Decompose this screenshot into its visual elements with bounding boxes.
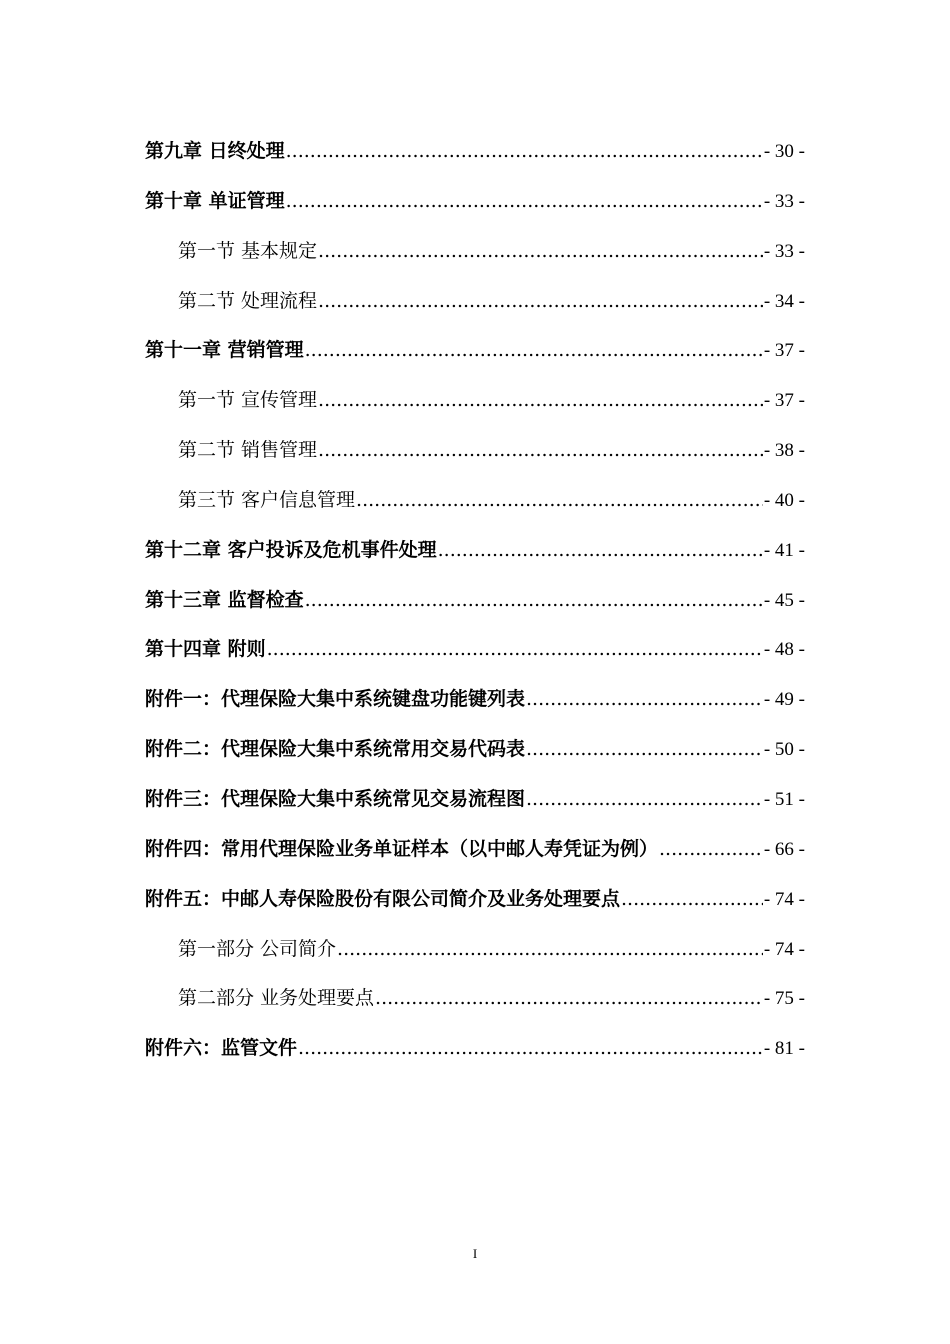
toc-entry[interactable] bbox=[145, 828, 805, 878]
toc-page-number: - 66 - bbox=[763, 838, 805, 860]
dot-leader bbox=[286, 180, 763, 222]
toc-entry[interactable] bbox=[145, 529, 805, 579]
toc-entry[interactable] bbox=[145, 280, 805, 330]
dot-leader bbox=[337, 928, 763, 970]
toc-page-number: - 74 - bbox=[763, 938, 805, 960]
toc-page-number: - 48 - bbox=[763, 639, 805, 661]
dot-leader bbox=[375, 977, 763, 1019]
toc-page-number: - 49 - bbox=[763, 689, 805, 711]
toc-page-number: - 50 - bbox=[763, 739, 805, 761]
toc-entry[interactable] bbox=[145, 429, 805, 479]
toc-entry-label: 第一部分 公司简介 bbox=[178, 937, 337, 960]
dot-leader bbox=[438, 529, 763, 571]
toc-page-number: - 81 - bbox=[763, 1038, 805, 1060]
dot-leader bbox=[526, 678, 763, 720]
dot-leader bbox=[286, 130, 763, 172]
toc-entry[interactable] bbox=[145, 130, 805, 180]
toc-page-number: - 30 - bbox=[763, 141, 805, 162]
toc-entry[interactable] bbox=[145, 479, 805, 529]
toc-entry-label: 第一节 宣传管理 bbox=[178, 389, 318, 412]
toc-entry-label: 第十四章 附则 bbox=[145, 638, 266, 661]
toc-page-number: - 51 - bbox=[763, 788, 805, 810]
toc-entry-label: 第十三章 监督检查 bbox=[145, 588, 304, 611]
dot-leader bbox=[318, 429, 763, 471]
toc-page-number: - 40 - bbox=[763, 489, 805, 511]
toc-entry[interactable] bbox=[145, 180, 805, 230]
dot-leader bbox=[356, 479, 763, 521]
toc-page-number: - 37 - bbox=[763, 340, 805, 362]
toc-entry-label: 附件六：监管文件 bbox=[145, 1037, 298, 1060]
dot-leader bbox=[621, 878, 763, 920]
toc-entry[interactable] bbox=[145, 329, 805, 379]
toc-entry-label: 第一节 基本规定 bbox=[178, 239, 318, 262]
dot-leader bbox=[659, 828, 763, 870]
toc-entry-label: 第十一章 营销管理 bbox=[145, 339, 304, 362]
toc-entry-label: 附件三：代理保险大集中系统常见交易流程图 bbox=[145, 787, 526, 810]
toc-page-number: - 33 - bbox=[763, 190, 805, 212]
dot-leader bbox=[298, 1027, 763, 1069]
page-footer bbox=[0, 1246, 950, 1262]
toc-entry-label: 第二部分 业务处理要点 bbox=[178, 987, 375, 1010]
toc-entry[interactable] bbox=[145, 728, 805, 778]
toc-page-number: - 75 - bbox=[763, 988, 805, 1010]
toc-entry[interactable] bbox=[145, 878, 805, 928]
toc-entry-label: 附件五：中邮人寿保险股份有限公司简介及业务处理要点 bbox=[145, 887, 621, 910]
toc-entry[interactable] bbox=[145, 928, 805, 978]
toc-entry-label: 附件四：常用代理保险业务单证样本（以中邮人寿凭证为例） bbox=[145, 837, 659, 860]
toc-entry[interactable] bbox=[145, 379, 805, 429]
toc-entry[interactable] bbox=[145, 977, 805, 1027]
toc-entry[interactable] bbox=[145, 579, 805, 629]
table-of-contents bbox=[145, 130, 805, 1077]
toc-entry-label: 第九章 日终处理 bbox=[145, 140, 285, 162]
toc-entry[interactable] bbox=[145, 678, 805, 728]
toc-page-number: - 38 - bbox=[763, 440, 805, 462]
dot-leader bbox=[526, 728, 763, 770]
toc-entry[interactable] bbox=[145, 628, 805, 678]
toc-entry-label: 第二节 处理流程 bbox=[178, 289, 318, 312]
dot-leader bbox=[318, 230, 763, 272]
toc-entry[interactable] bbox=[145, 778, 805, 828]
toc-entry-label: 第二节 销售管理 bbox=[178, 439, 318, 462]
toc-page-number: - 41 - bbox=[763, 539, 805, 561]
toc-entry-label: 附件一：代理保险大集中系统键盘功能键列表 bbox=[145, 688, 526, 711]
footer-page-number: I bbox=[472, 1246, 478, 1261]
dot-leader bbox=[526, 778, 763, 820]
toc-page-number: - 37 - bbox=[763, 390, 805, 412]
dot-leader bbox=[305, 329, 763, 371]
dot-leader bbox=[318, 379, 763, 421]
toc-entry-label: 第三节 客户信息管理 bbox=[178, 488, 356, 511]
dot-leader bbox=[305, 579, 763, 621]
toc-entry-label: 第十二章 客户投诉及危机事件处理 bbox=[145, 538, 437, 561]
toc-entry[interactable] bbox=[145, 1027, 805, 1077]
toc-page-number: - 34 - bbox=[763, 290, 805, 312]
toc-page-number: - 33 - bbox=[763, 240, 805, 262]
toc-page-number: - 74 - bbox=[763, 888, 805, 910]
dot-leader bbox=[318, 280, 763, 322]
toc-entry-label: 附件二：代理保险大集中系统常用交易代码表 bbox=[145, 738, 526, 761]
toc-entry[interactable] bbox=[145, 230, 805, 280]
toc-page-number: - 45 - bbox=[763, 589, 805, 611]
dot-leader bbox=[267, 628, 763, 670]
toc-entry-label: 第十章 单证管理 bbox=[145, 189, 285, 212]
